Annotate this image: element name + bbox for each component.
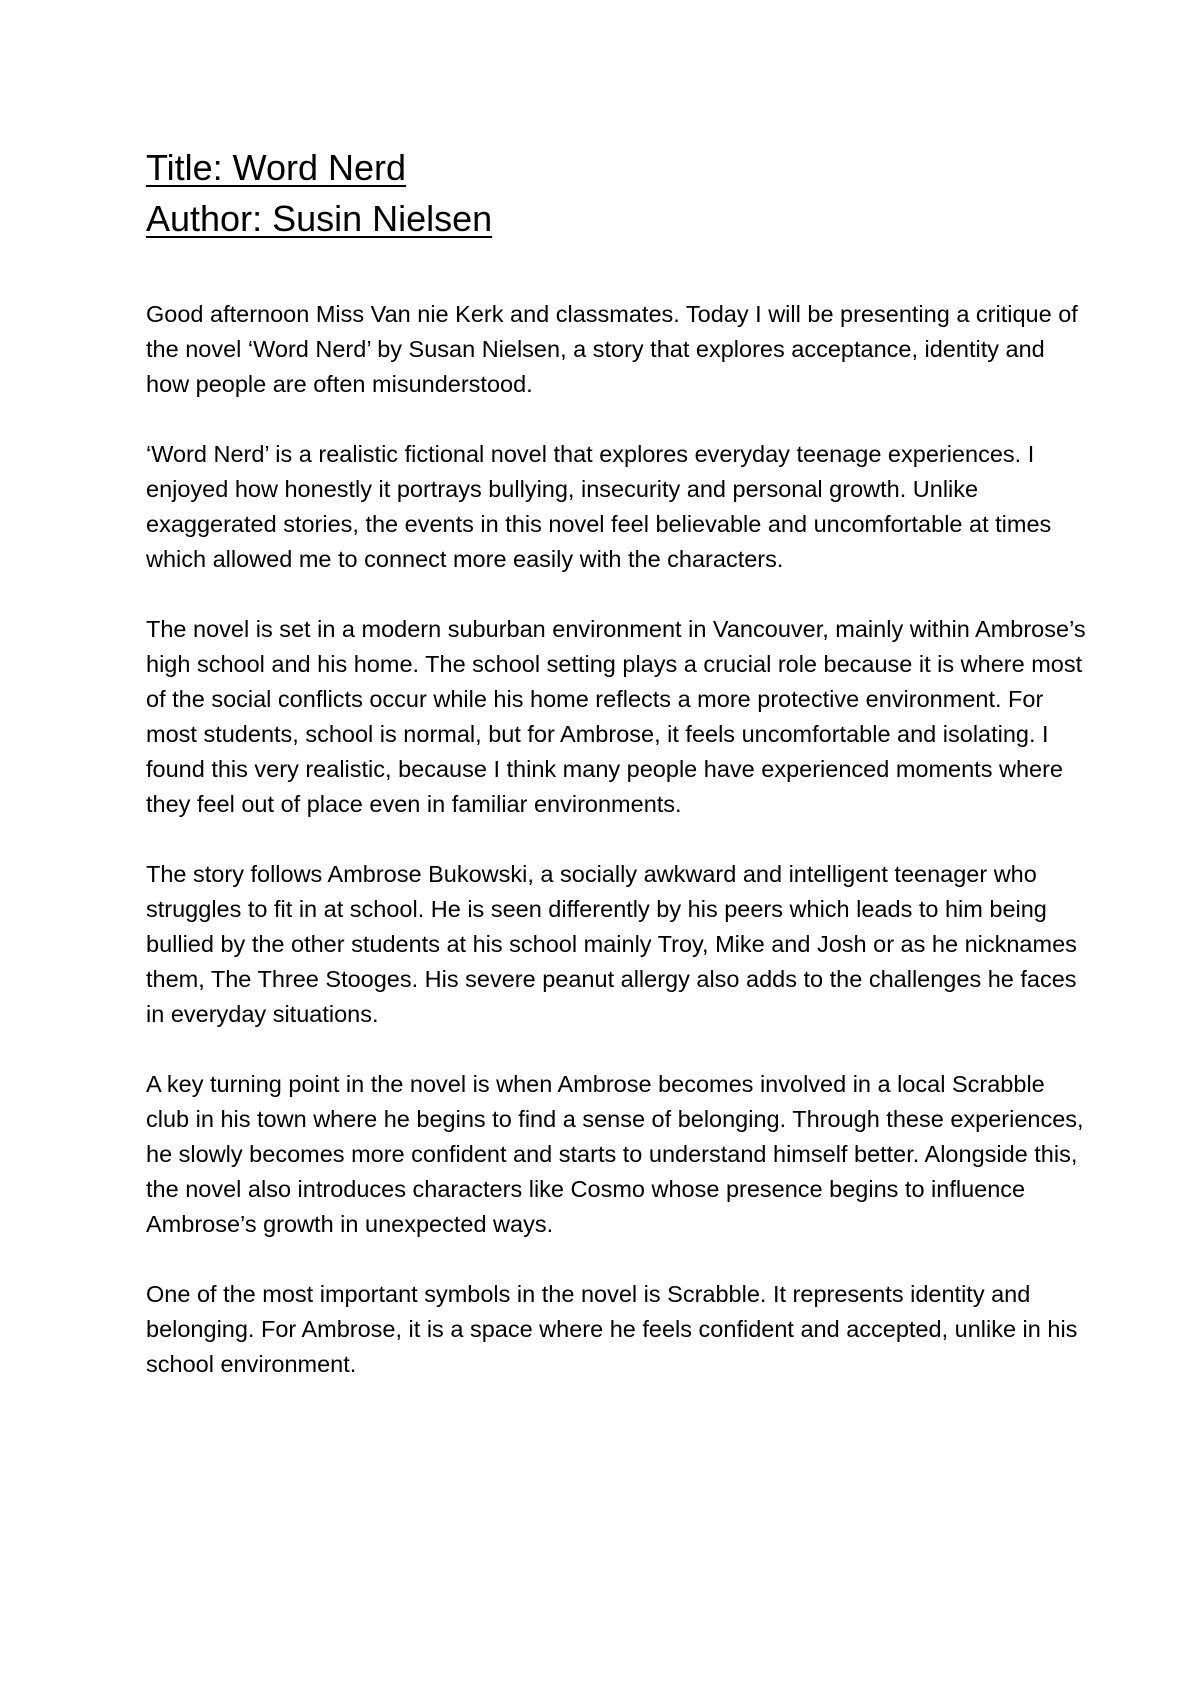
document-author: Author: Susin Nielsen [146, 198, 493, 239]
paragraph-introduction: Good afternoon Miss Van nie Kerk and classmates. Today I will be presenting a critique of the novel ‘Word Nerd’ by Susan Nielsen, a story that explores acceptance, identity and how people are often misunderstood. [146, 301, 1078, 397]
document-body [146, 297, 1086, 1382]
paragraph-turning-point: A key turning point in the novel is when Ambrose becomes involved in a local Scrabble club in his town where he begins to find a sense of belonging. Through these experiences, he slowly becomes more confident and starts to understand himself better. Alongside this, the novel also introduces characters like Cosmo whose presence begins to influence Ambrose’s growth in unexpected ways. [146, 1071, 1084, 1237]
paragraph-symbolism: One of the most important symbols in the novel is Scrabble. It represents identity and belonging. For Ambrose, it is a space where he feels confident and accepted, unlike in his school environment. [146, 1281, 1078, 1377]
paragraph-genre: ‘Word Nerd’ is a realistic fictional novel that explores everyday teenage experiences. I enjoyed how honestly it portrays bullying, insecurity and personal growth. Unlike exaggerated stories, the events in this novel feel believable and uncomfortable at times which allowed me to connect more easily with the characters. [146, 441, 1052, 572]
paragraph-setting: The novel is set in a modern suburban environment in Vancouver, mainly within Ambrose’s high school and his home. The school setting plays a crucial role because it is where most of the social conflicts occur while his home reflects a more protective environment. For most students, school is normal, but for Ambrose, it feels uncomfortable and isolating. I found this very realistic, because I think many people have experienced moments where they feel out of place even in familiar environments. [146, 616, 1086, 817]
paragraph-plot: The story follows Ambrose Bukowski, a socially awkward and intelligent teenager who struggles to fit in at school. He is seen differently by his peers which leads to him being bullied by the other students at his school mainly Troy, Mike and Josh or as he nicknames them, The Three Stooges. His severe peanut allergy also adds to the challenges he faces in everyday situations. [146, 861, 1077, 1027]
document-title: Title: Word Nerd [146, 147, 407, 188]
